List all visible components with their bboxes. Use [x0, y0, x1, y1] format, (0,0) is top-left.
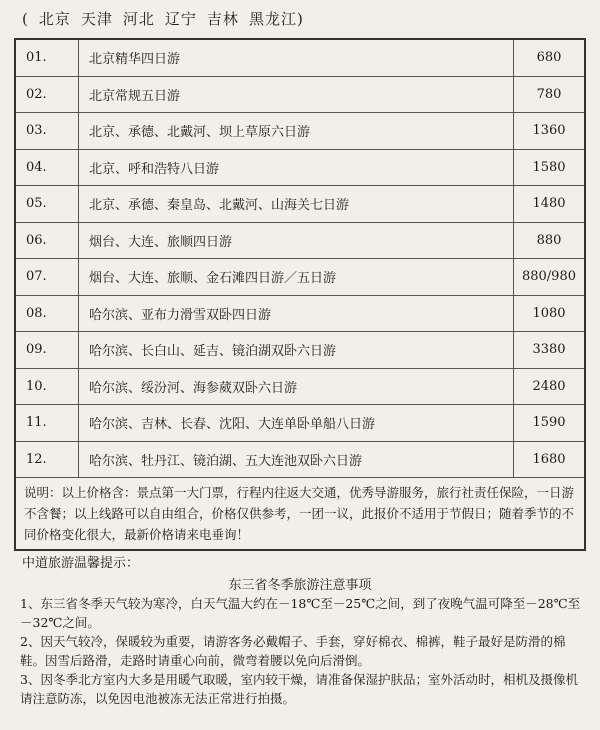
route-number: 05.	[15, 186, 79, 223]
route-name: 哈尔滨、亚布力滑雪双卧四日游	[79, 295, 514, 332]
route-price: 1360	[514, 113, 586, 150]
table-row	[15, 113, 585, 150]
route-price: 1680	[514, 441, 586, 478]
route-name: 哈尔滨、牡丹江、镜泊湖、五大连池双卧六日游	[79, 441, 514, 478]
table-row	[15, 441, 585, 478]
route-number: 12.	[15, 441, 79, 478]
route-name: 哈尔滨、长白山、延吉、镜泊湖双卧六日游	[79, 332, 514, 369]
tip-item: 3、因冬季北方室内大多是用暖气取暖，室内较干燥，请准备保湿护肤品；室外活动时，相机及摄像机请注意防冻，以免因电池被冻无法正常进行拍摄。	[20, 672, 578, 706]
route-price: 680	[514, 39, 586, 76]
route-number: 03.	[15, 113, 79, 150]
route-name: 北京、承德、秦皇岛、北戴河、山海关七日游	[79, 186, 514, 223]
route-name: 北京精华四日游	[79, 39, 514, 76]
route-price: 780	[514, 76, 586, 113]
route-number: 04.	[15, 149, 79, 186]
tip-item: 1、东三省冬季天气较为寒冷，白天气温大约在－18℃至－25℃之间，到了夜晚气温可降至－28℃至－32℃之间。	[20, 596, 581, 630]
paren-close: )	[296, 10, 304, 28]
route-number: 11.	[15, 405, 79, 442]
tips-title: 中道旅游温馨提示：	[22, 556, 140, 571]
route-price: 1580	[514, 149, 586, 186]
route-number: 09.	[15, 332, 79, 369]
route-price: 3380	[514, 332, 586, 369]
region-label: 辽宁	[164, 10, 197, 28]
route-name: 北京、承德、北戴河、坝上草原六日游	[79, 113, 514, 150]
table-row	[15, 39, 585, 76]
table-row	[15, 186, 585, 223]
table-row	[15, 76, 585, 113]
route-price: 1080	[514, 295, 586, 332]
route-price: 1480	[514, 186, 586, 223]
table-row	[15, 332, 585, 369]
table-row	[15, 368, 585, 405]
table-row	[15, 405, 585, 442]
region-label: 北京	[38, 10, 71, 28]
route-name: 哈尔滨、吉林、长春、沈阳、大连单卧单船八日游	[79, 405, 514, 442]
region-label: 天津	[80, 10, 113, 28]
route-name: 烟台、大连、旅顺、金石滩四日游／五日游	[79, 259, 514, 296]
route-number: 02.	[15, 76, 79, 113]
paren-open: (	[22, 10, 29, 28]
price-table	[14, 38, 586, 551]
table-row	[15, 222, 585, 259]
region-label: 吉林	[206, 10, 239, 28]
tip-item: 2、因天气较冷，保暖较为重要，请游客务必戴帽子、手套，穿好棉衣、棉裤，鞋子最好是防滑的棉鞋。因雪后路滑，走路时请重心向前，微弯着腰以免向后滑倒。	[20, 634, 566, 668]
route-price: 1590	[514, 405, 586, 442]
route-price: 2480	[514, 368, 586, 405]
route-name: 北京常规五日游	[79, 76, 514, 113]
route-name: 哈尔滨、绥汾河、海参葳双卧六日游	[79, 368, 514, 405]
note-row	[15, 478, 585, 551]
region-label: 黑龙江	[248, 10, 297, 28]
route-number: 01.	[15, 39, 79, 76]
route-number: 06.	[15, 222, 79, 259]
route-price: 880/980	[514, 259, 586, 296]
route-name: 北京、呼和浩特八日游	[79, 149, 514, 186]
table-row	[15, 149, 585, 186]
route-number: 10.	[15, 368, 79, 405]
route-price: 880	[514, 222, 586, 259]
route-number: 08.	[15, 295, 79, 332]
table-row	[15, 259, 585, 296]
table-row	[15, 295, 585, 332]
price-note: 说明：以上价格含：景点第一大门票，行程内往返大交通，优秀导游服务，旅行社责任保险，一日游不含餐；以上线路可以自由组合，价格仅供参考，一团一议，此报价不适用于节假日；随着季节的不同价格变化很大，最新价格请来电垂询！	[15, 478, 585, 551]
region-header	[22, 8, 314, 29]
tips-subtitle: 东三省冬季旅游注意事项	[228, 578, 372, 593]
route-number: 07.	[15, 259, 79, 296]
region-label: 河北	[122, 10, 155, 28]
tips-body	[20, 594, 586, 708]
route-name: 烟台、大连、旅顺四日游	[79, 222, 514, 259]
